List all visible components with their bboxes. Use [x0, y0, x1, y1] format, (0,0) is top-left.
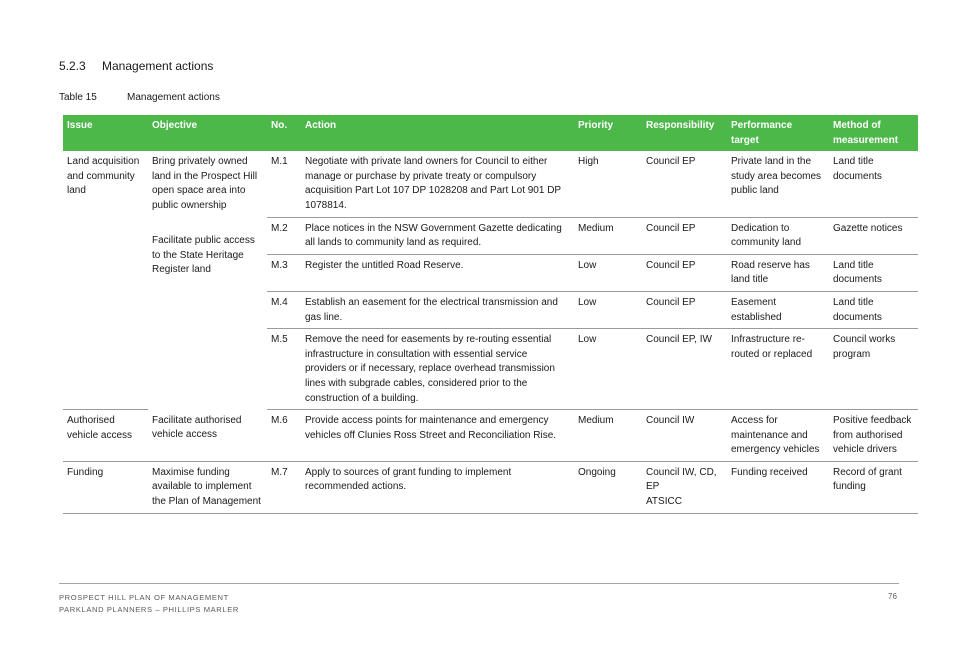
action-number: M.4 — [267, 291, 301, 328]
table-row — [63, 461, 918, 513]
action-cell: Establish an easement for the electrical transmission and gas line. — [301, 291, 574, 328]
table-caption-title: Management actions — [127, 92, 220, 103]
section-number: 5.2.3 — [59, 59, 86, 73]
action-cell: Remove the need for easements by re-routing essential infrastructure in consultation with essential service providers or if necessary, replace overhead transmission lines with subgrade cables, considered prior to the construction of a building. — [301, 329, 574, 410]
action-cell: Apply to sources of grant funding to implement recommended actions. — [301, 461, 574, 513]
header-issue: Issue — [63, 115, 148, 151]
table-header-row — [63, 115, 918, 151]
method-of-measurement-cell: Land title documents — [829, 254, 918, 291]
responsibility-cell: Council EP — [642, 151, 727, 217]
footer-authors: PARKLAND PLANNERS – PHILLIPS MARLER — [59, 604, 239, 614]
priority-cell: Low — [574, 291, 642, 328]
responsibility-line: Council IW, CD, EP — [646, 466, 717, 493]
performance-target-cell: Road reserve has land title — [727, 254, 829, 291]
responsibility-cell: Council EP — [642, 217, 727, 254]
header-action: Action — [301, 115, 574, 151]
header-method-of-measurement: Method of measurement — [829, 115, 918, 151]
performance-target-cell: Private land in the study area becomes public land — [727, 151, 829, 217]
action-number: M.5 — [267, 329, 301, 410]
action-number: M.6 — [267, 410, 301, 462]
method-of-measurement-cell: Land title documents — [829, 291, 918, 328]
objective-cell — [148, 217, 267, 410]
responsibility-cell: Council EP — [642, 291, 727, 328]
header-objective: Objective — [148, 115, 267, 151]
method-of-measurement-cell: Record of grant funding — [829, 461, 918, 513]
performance-target-cell: Easement established — [727, 291, 829, 328]
priority-cell: Ongoing — [574, 461, 642, 513]
issue-cell: Land acquisition and community land — [63, 151, 148, 409]
method-of-measurement-cell: Gazette notices — [829, 217, 918, 254]
action-cell: Register the untitled Road Reserve. — [301, 254, 574, 291]
section-heading — [59, 59, 213, 73]
responsibility-line: ATSICC — [646, 496, 682, 508]
table-row — [63, 217, 918, 254]
responsibility-cell — [642, 461, 727, 513]
responsibility-cell: Council IW — [642, 410, 727, 462]
action-cell: Provide access points for maintenance and emergency vehicles off Clunies Ross Street and Reconciliation Rise. — [301, 410, 574, 462]
priority-cell: Low — [574, 329, 642, 410]
header-no: No. — [267, 115, 301, 151]
table-row — [63, 410, 918, 462]
responsibility-cell: Council EP — [642, 254, 727, 291]
header-performance-target: Performance target — [727, 115, 829, 151]
action-cell: Negotiate with private land owners for Council to either manage or purchase by private treaty or compulsory acquisition Part Lot 107 DP 1028208 and Part Lot 901 DP 1078814. — [301, 151, 574, 217]
page-number: 76 — [888, 592, 897, 601]
table-caption-label: Table 15 — [59, 92, 97, 103]
method-of-measurement-cell: Positive feedback from authorised vehicle drivers — [829, 410, 918, 462]
performance-target-cell: Infrastructure re-routed or replaced — [727, 329, 829, 410]
issue-cell: Authorised vehicle access — [63, 410, 148, 462]
objective-cell: Facilitate authorised vehicle access — [148, 410, 267, 462]
action-number: M.7 — [267, 461, 301, 513]
objective-text: Facilitate public access to the State Heritage Register land — [152, 235, 255, 276]
footer-divider — [59, 583, 899, 584]
performance-target-cell: Access for maintenance and emergency vehicles — [727, 410, 829, 462]
performance-target-cell: Funding received — [727, 461, 829, 513]
issue-cell: Funding — [63, 461, 148, 513]
footer-text — [59, 592, 239, 615]
responsibility-cell: Council EP, IW — [642, 329, 727, 410]
method-of-measurement-cell: Council works program — [829, 329, 918, 410]
action-number: M.1 — [267, 151, 301, 217]
management-actions-table — [63, 115, 918, 514]
priority-cell: High — [574, 151, 642, 217]
objective-cell: Bring privately owned land in the Prospect Hill open space area into public ownership — [152, 156, 258, 211]
header-priority: Priority — [574, 115, 642, 151]
priority-cell: Low — [574, 254, 642, 291]
action-number: M.2 — [267, 217, 301, 254]
performance-target-cell: Dedication to community land — [727, 217, 829, 254]
priority-cell: Medium — [574, 217, 642, 254]
table-caption — [59, 92, 220, 103]
section-title: Management actions — [102, 59, 214, 73]
method-of-measurement-cell: Land title documents — [829, 151, 918, 217]
action-cell: Place notices in the NSW Government Gazette dedicating all lands to community land as required. — [301, 217, 574, 254]
table-row — [63, 151, 918, 217]
action-number: M.3 — [267, 254, 301, 291]
header-responsibility: Responsibility — [642, 115, 727, 151]
footer-document-title: PROSPECT HILL PLAN OF MANAGEMENT — [59, 593, 229, 602]
priority-cell: Medium — [574, 410, 642, 462]
objective-cell: Maximise funding available to implement the Plan of Management — [148, 461, 267, 513]
